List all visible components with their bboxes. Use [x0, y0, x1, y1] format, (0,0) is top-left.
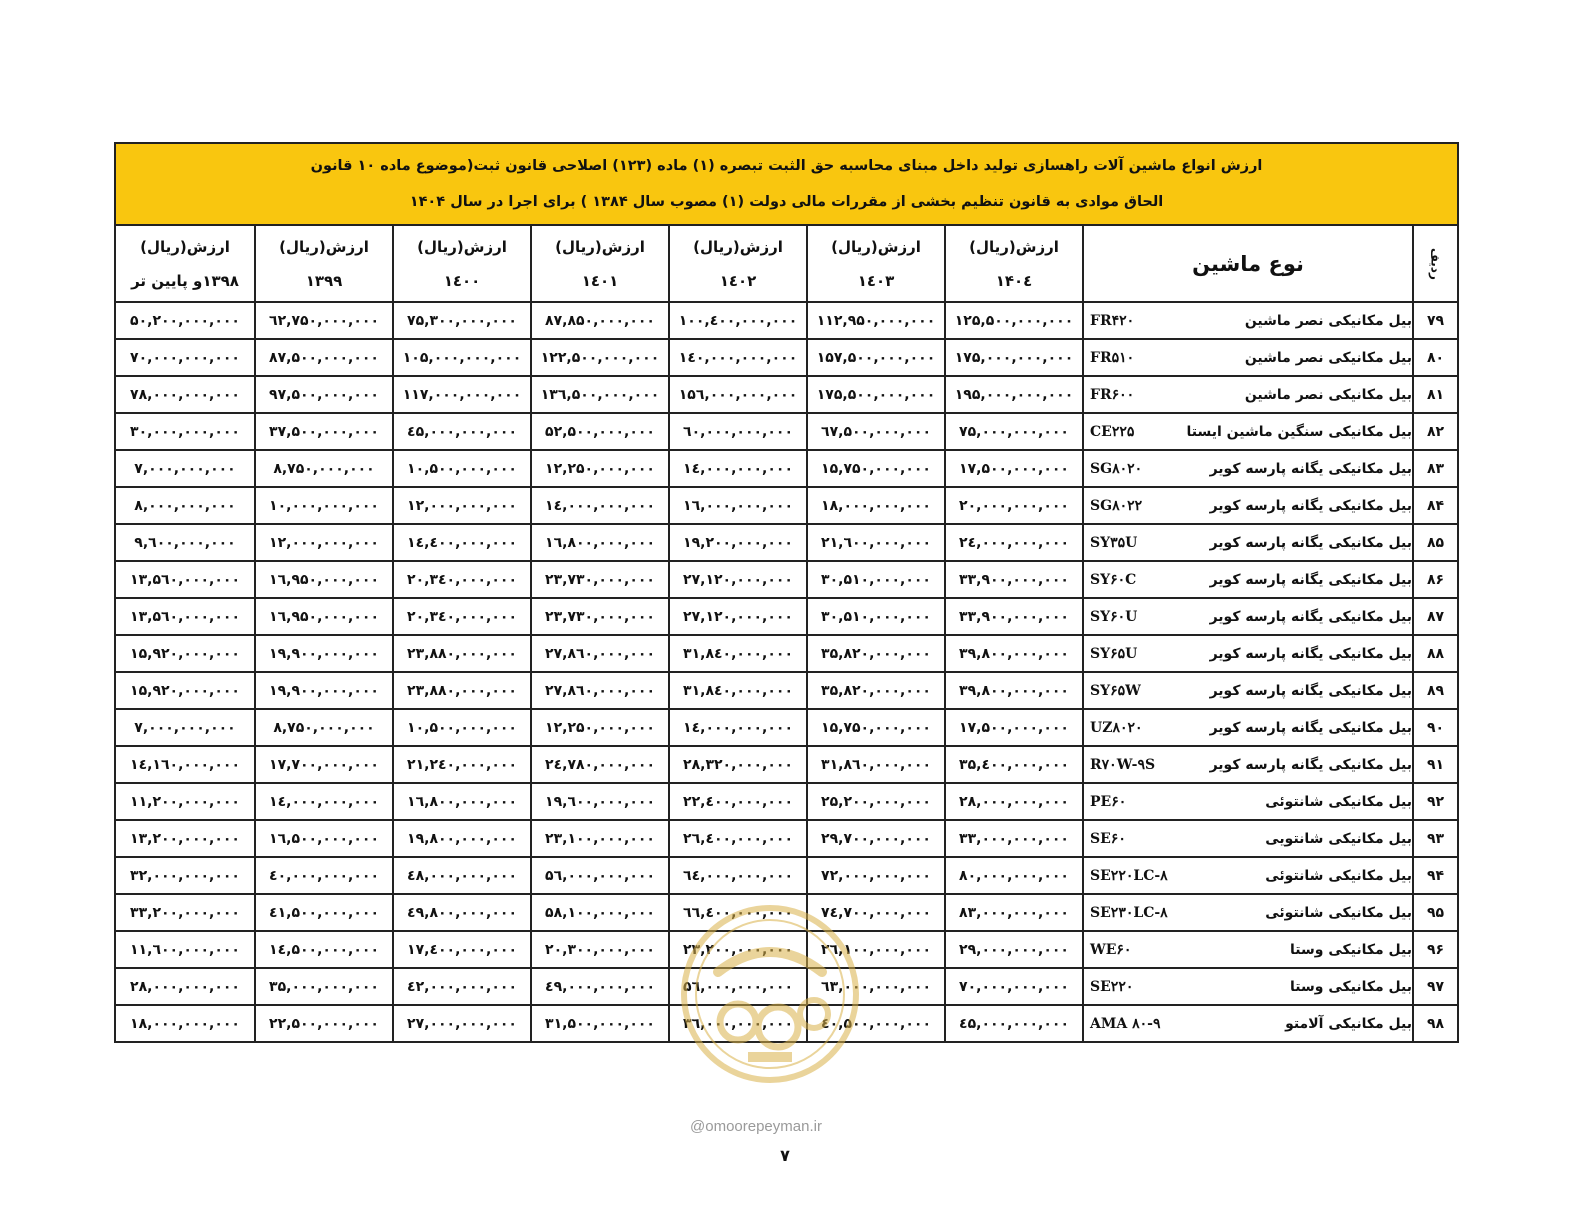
row-index: ۹۵ [1413, 894, 1458, 931]
value-cell: ٤۰,۰۰۰,۰۰۰,۰۰۰ [255, 857, 393, 894]
machine-name: بیل مکانیکی شانتوئی [1265, 793, 1413, 810]
value-cell: ۱٦,۸۰۰,۰۰۰,۰۰۰ [531, 524, 669, 561]
row-index: ۸۰ [1413, 339, 1458, 376]
machine-model: SE۲۲۰ [1090, 978, 1134, 995]
value-cell: ٤۹,۸۰۰,۰۰۰,۰۰۰ [393, 894, 531, 931]
table-row [115, 783, 1458, 820]
table-row [115, 339, 1458, 376]
machine-model: SE۲۳۰LC-۸ [1090, 904, 1168, 921]
value-cell: ۱٤,۰۰۰,۰۰۰,۰۰۰ [669, 450, 807, 487]
header-value-1399 [255, 225, 393, 302]
value-cell: ۳۹,۸۰۰,۰۰۰,۰۰۰ [945, 635, 1083, 672]
value-cell: ۷,۰۰۰,۰۰۰,۰۰۰ [115, 709, 255, 746]
machine-name: بیل مکانیکی وستا [1290, 978, 1413, 995]
machine-model: SY۶۵W [1090, 682, 1141, 699]
machine-name: بیل مکانیکی یگانه پارسه کویر [1209, 682, 1413, 699]
machine-model: SY۶۰U [1090, 608, 1138, 625]
table-row [115, 561, 1458, 598]
value-cell: ۱۳,۵٦۰,۰۰۰,۰۰۰ [115, 598, 255, 635]
value-cell: ۱۷,۵۰۰,۰۰۰,۰۰۰ [945, 450, 1083, 487]
value-cell: ۲۳,۷۳۰,۰۰۰,۰۰۰ [531, 561, 669, 598]
value-cell: ۱۷۵,۵۰۰,۰۰۰,۰۰۰ [807, 376, 945, 413]
table-row [115, 894, 1458, 931]
value-cell: ۱٤,٤۰۰,۰۰۰,۰۰۰ [393, 524, 531, 561]
value-cell: ٦۳,۰۰۰,۰۰۰,۰۰۰ [807, 968, 945, 1005]
machine-type-cell [1083, 931, 1413, 968]
value-cell: ۱۹,۲۰۰,۰۰۰,۰۰۰ [669, 524, 807, 561]
machine-type-cell [1083, 894, 1413, 931]
value-cell: ۲٦,٤۰۰,۰۰۰,۰۰۰ [669, 820, 807, 857]
machine-model: FR۶۰۰ [1090, 386, 1135, 403]
machine-name: بیل مکانیکی یگانه پارسه کویر [1209, 460, 1413, 477]
value-cell: ۲۰,۳٤۰,۰۰۰,۰۰۰ [393, 598, 531, 635]
row-index: ۸۶ [1413, 561, 1458, 598]
machine-name: بیل مکانیکی یگانه پارسه کویر [1209, 534, 1413, 551]
value-cell: ۳۵,۸۲۰,۰۰۰,۰۰۰ [807, 635, 945, 672]
machine-type-cell [1083, 376, 1413, 413]
title-line-1: ارزش انواع ماشین آلات راهسازی تولید داخل مبنای محاسبه حق الثبت تبصره (۱) ماده (۱۲۳) اصلاحی قانون ثبت(موضوع ماده ۱۰ قانون [310, 158, 1263, 174]
value-cell: ۱٤,۰۰۰,۰۰۰,۰۰۰ [669, 709, 807, 746]
table-row [115, 968, 1458, 1005]
machine-name: بیل مکانیکی یگانه پارسه کویر [1209, 756, 1413, 773]
value-cell: ٦٤,۰۰۰,۰۰۰,۰۰۰ [669, 857, 807, 894]
value-cell: ۱۵,۹۲۰,۰۰۰,۰۰۰ [115, 672, 255, 709]
value-cell: ۱۵,۹۲۰,۰۰۰,۰۰۰ [115, 635, 255, 672]
header-value-1398-and-earlier [115, 225, 255, 302]
header-value-label: ارزش(ریال) [279, 237, 369, 256]
machine-type-cell [1083, 857, 1413, 894]
table-row [115, 487, 1458, 524]
header-value-label: ارزش(ریال) [831, 237, 921, 256]
value-cell: ٤۸,۰۰۰,۰۰۰,۰۰۰ [393, 857, 531, 894]
value-cell: ۷۲,۰۰۰,۰۰۰,۰۰۰ [807, 857, 945, 894]
machine-name: بیل مکانیکی وستا [1290, 941, 1413, 958]
value-cell: ۱۲,۰۰۰,۰۰۰,۰۰۰ [255, 524, 393, 561]
value-cell: ۱۹,۹۰۰,۰۰۰,۰۰۰ [255, 635, 393, 672]
value-cell: ۱۱,۲۰۰,۰۰۰,۰۰۰ [115, 783, 255, 820]
value-cell: ۲۷,۰۰۰,۰۰۰,۰۰۰ [393, 1005, 531, 1042]
value-cell: ۷۵,۰۰۰,۰۰۰,۰۰۰ [945, 413, 1083, 450]
machine-type-cell [1083, 783, 1413, 820]
value-cell: ۱۱۷,۰۰۰,۰۰۰,۰۰۰ [393, 376, 531, 413]
machine-type-cell [1083, 968, 1413, 1005]
row-index: ۹۸ [1413, 1005, 1458, 1042]
value-cell: ۱۰۵,۰۰۰,۰۰۰,۰۰۰ [393, 339, 531, 376]
table-body [115, 302, 1458, 1042]
header-year: ۱۳۹۹ [305, 271, 343, 290]
machine-type-cell [1083, 709, 1413, 746]
value-cell: ۱۰,۵۰۰,۰۰۰,۰۰۰ [393, 709, 531, 746]
value-cell: ۳۰,۵۱۰,۰۰۰,۰۰۰ [807, 561, 945, 598]
value-cell: ۲۱,۲٤۰,۰۰۰,۰۰۰ [393, 746, 531, 783]
machine-name: بیل مکانیکی نصر ماشین [1244, 386, 1413, 403]
machine-model: SE۶۰ [1090, 830, 1126, 847]
value-cell: ۳۹,۸۰۰,۰۰۰,۰۰۰ [945, 672, 1083, 709]
machine-type-cell [1083, 524, 1413, 561]
machine-type-cell [1083, 487, 1413, 524]
value-cell: ۷۸,۰۰۰,۰۰۰,۰۰۰ [115, 376, 255, 413]
value-cell: ۷۵,۳۰۰,۰۰۰,۰۰۰ [393, 302, 531, 339]
machine-name: بیل مکانیکی آلامتو [1285, 1015, 1413, 1032]
header-value-1404 [945, 225, 1083, 302]
value-cell: ۲۳,۸۸۰,۰۰۰,۰۰۰ [393, 672, 531, 709]
value-cell: ۱۲,۲۵۰,۰۰۰,۰۰۰ [531, 450, 669, 487]
header-year: ۱٤۰۳ [857, 271, 895, 290]
value-cell: ۵۲,۵۰۰,۰۰۰,۰۰۰ [531, 413, 669, 450]
machine-model: SG۸۰۲۲ [1090, 497, 1143, 514]
title-row [115, 143, 1458, 225]
value-cell: ٦۷,۵۰۰,۰۰۰,۰۰۰ [807, 413, 945, 450]
value-cell: ۳۱,۵۰۰,۰۰۰,۰۰۰ [531, 1005, 669, 1042]
value-cell: ۳۵,۸۲۰,۰۰۰,۰۰۰ [807, 672, 945, 709]
header-machine-type: نوع ماشین [1083, 225, 1413, 302]
machine-name: بیل مکانیکی نصر ماشین [1244, 312, 1413, 329]
row-index: ۹۴ [1413, 857, 1458, 894]
machine-name: بیل مکانیکی شانتویی [1265, 830, 1413, 847]
row-index: ۹۶ [1413, 931, 1458, 968]
row-index: ۹۳ [1413, 820, 1458, 857]
table-row [115, 746, 1458, 783]
value-cell: ۱٤۰,۰۰۰,۰۰۰,۰۰۰ [669, 339, 807, 376]
value-cell: ۱۷,٤۰۰,۰۰۰,۰۰۰ [393, 931, 531, 968]
header-value-1401 [531, 225, 669, 302]
machine-name: بیل مکانیکی یگانه پارسه کویر [1209, 719, 1413, 736]
table-row [115, 598, 1458, 635]
value-cell: ۱۲۵,۵۰۰,۰۰۰,۰۰۰ [945, 302, 1083, 339]
value-cell: ۱۸,۰۰۰,۰۰۰,۰۰۰ [807, 487, 945, 524]
title-line-2: الحاق موادی به قانون تنظیم بخشی از مقررات مالی دولت (۱) مصوب سال ۱۳۸۴ ) برای اجرا در سال ۱۴۰۴ [409, 194, 1164, 210]
row-index: ۹۷ [1413, 968, 1458, 1005]
value-cell: ۳۲,۰۰۰,۰۰۰,۰۰۰ [115, 857, 255, 894]
value-cell: ۳۱,۸٦۰,۰۰۰,۰۰۰ [807, 746, 945, 783]
table-row [115, 376, 1458, 413]
value-cell: ۱٦,۹۵۰,۰۰۰,۰۰۰ [255, 561, 393, 598]
value-cell: ۳۰,۵۱۰,۰۰۰,۰۰۰ [807, 598, 945, 635]
machine-model: WE۶۰ [1090, 941, 1132, 958]
value-cell: ۳۳,۰۰۰,۰۰۰,۰۰۰ [945, 820, 1083, 857]
value-cell: ۲۷,۸٦۰,۰۰۰,۰۰۰ [531, 672, 669, 709]
value-cell: ۲۸,۳۲۰,۰۰۰,۰۰۰ [669, 746, 807, 783]
value-cell: ۱۹,٦۰۰,۰۰۰,۰۰۰ [531, 783, 669, 820]
value-cell: ۳۳,۹۰۰,۰۰۰,۰۰۰ [945, 561, 1083, 598]
value-cell: ۹,٦۰۰,۰۰۰,۰۰۰ [115, 524, 255, 561]
value-cell: ۳۵,۰۰۰,۰۰۰,۰۰۰ [255, 968, 393, 1005]
header-year: ۱٤۰۲ [719, 271, 757, 290]
machine-name: بیل مکانیکی یگانه پارسه کویر [1209, 608, 1413, 625]
table-row [115, 524, 1458, 561]
value-cell: ۲۲,٤۰۰,۰۰۰,۰۰۰ [669, 783, 807, 820]
value-cell: ۱٤,۱٦۰,۰۰۰,۰۰۰ [115, 746, 255, 783]
value-cell: ۲۳,۸۸۰,۰۰۰,۰۰۰ [393, 635, 531, 672]
website-watermark: @omoorepeyman.ir [690, 1118, 822, 1135]
value-cell: ٤۹,۰۰۰,۰۰۰,۰۰۰ [531, 968, 669, 1005]
value-cell: ۲٦,۱۰۰,۰۰۰,۰۰۰ [807, 931, 945, 968]
row-index: ۸۳ [1413, 450, 1458, 487]
value-cell: ۱۰۰,٤۰۰,۰۰۰,۰۰۰ [669, 302, 807, 339]
value-cell: ٦۰,۰۰۰,۰۰۰,۰۰۰ [669, 413, 807, 450]
value-cell: ۸۷,۵۰۰,۰۰۰,۰۰۰ [255, 339, 393, 376]
machine-name: بیل مکانیکی شانتوئی [1265, 867, 1413, 884]
machine-model: FR۴۲۰ [1090, 312, 1135, 329]
table-row [115, 820, 1458, 857]
value-cell: ۱۵۷,۵۰۰,۰۰۰,۰۰۰ [807, 339, 945, 376]
value-cell: ۱۰,۵۰۰,۰۰۰,۰۰۰ [393, 450, 531, 487]
value-cell: ۲۱,٦۰۰,۰۰۰,۰۰۰ [807, 524, 945, 561]
header-value-label: ارزش(ریال) [417, 237, 507, 256]
value-cell: ۱۹,۹۰۰,۰۰۰,۰۰۰ [255, 672, 393, 709]
table-title [115, 143, 1458, 225]
table-row [115, 857, 1458, 894]
row-index: ۸۵ [1413, 524, 1458, 561]
value-cell: ۱۵,۷۵۰,۰۰۰,۰۰۰ [807, 709, 945, 746]
row-index: ۸۲ [1413, 413, 1458, 450]
value-cell: ۱۹۵,۰۰۰,۰۰۰,۰۰۰ [945, 376, 1083, 413]
value-cell: ٤۵,۰۰۰,۰۰۰,۰۰۰ [945, 1005, 1083, 1042]
value-cell: ۸,۷۵۰,۰۰۰,۰۰۰ [255, 450, 393, 487]
table-row [115, 450, 1458, 487]
header-value-1403 [807, 225, 945, 302]
machine-type-cell [1083, 561, 1413, 598]
table-row [115, 1005, 1458, 1042]
row-index: ۹۲ [1413, 783, 1458, 820]
value-cell: ۱٦,۵۰۰,۰۰۰,۰۰۰ [255, 820, 393, 857]
value-cell: ۲۰,۰۰۰,۰۰۰,۰۰۰ [945, 487, 1083, 524]
machine-type-cell [1083, 450, 1413, 487]
value-cell: ۱۲۲,۵۰۰,۰۰۰,۰۰۰ [531, 339, 669, 376]
table-row [115, 302, 1458, 339]
value-cell: ۷,۰۰۰,۰۰۰,۰۰۰ [115, 450, 255, 487]
value-cell: ۵٦,۰۰۰,۰۰۰,۰۰۰ [669, 968, 807, 1005]
value-cell: ۲٤,۷۸۰,۰۰۰,۰۰۰ [531, 746, 669, 783]
value-cell: ٤۱,۵۰۰,۰۰۰,۰۰۰ [255, 894, 393, 931]
header-year: ۱٤۰۰ [443, 271, 481, 290]
value-cell: ۳۷,۵۰۰,۰۰۰,۰۰۰ [255, 413, 393, 450]
header-index: ردیف [1413, 225, 1458, 302]
value-cell: ۲۹,۰۰۰,۰۰۰,۰۰۰ [945, 931, 1083, 968]
header-value-label: ارزش(ریال) [693, 237, 783, 256]
machine-type-cell [1083, 302, 1413, 339]
value-cell: ۵۰,۲۰۰,۰۰۰,۰۰۰ [115, 302, 255, 339]
machine-model: CE۲۲۵ [1090, 423, 1135, 440]
value-cell: ۳۱,۸٤۰,۰۰۰,۰۰۰ [669, 672, 807, 709]
value-cell: ۲۹,۷۰۰,۰۰۰,۰۰۰ [807, 820, 945, 857]
value-cell: ۲۳,۲۰۰,۰۰۰,۰۰۰ [669, 931, 807, 968]
value-cell: ٦٦,٤۰۰,۰۰۰,۰۰۰ [669, 894, 807, 931]
value-cell: ۱۰,۰۰۰,۰۰۰,۰۰۰ [255, 487, 393, 524]
value-cell: ۱۳٦,۵۰۰,۰۰۰,۰۰۰ [531, 376, 669, 413]
header-year: ۱٤۰۱ [581, 271, 619, 290]
value-cell: ۱۵,۷۵۰,۰۰۰,۰۰۰ [807, 450, 945, 487]
value-cell: ۸,۰۰۰,۰۰۰,۰۰۰ [115, 487, 255, 524]
machine-type-cell [1083, 672, 1413, 709]
value-cell: ۱٦,۹۵۰,۰۰۰,۰۰۰ [255, 598, 393, 635]
value-cell: ۱۷,۷۰۰,۰۰۰,۰۰۰ [255, 746, 393, 783]
value-cell: ۵٦,۰۰۰,۰۰۰,۰۰۰ [531, 857, 669, 894]
table-row [115, 931, 1458, 968]
value-cell: ۲٤,۰۰۰,۰۰۰,۰۰۰ [945, 524, 1083, 561]
value-cell: ۱۳,۲۰۰,۰۰۰,۰۰۰ [115, 820, 255, 857]
machinery-value-table [114, 142, 1459, 1043]
machine-model: R۷۰W-۹S [1090, 756, 1156, 773]
row-index: ۸۸ [1413, 635, 1458, 672]
machine-type-cell [1083, 1005, 1413, 1042]
value-cell: ۱۳,۵٦۰,۰۰۰,۰۰۰ [115, 561, 255, 598]
value-cell: ۱۵٦,۰۰۰,۰۰۰,۰۰۰ [669, 376, 807, 413]
header-year: ۱۳۹۸و پایین تر [131, 271, 239, 290]
value-cell: ۸۷,۸۵۰,۰۰۰,۰۰۰ [531, 302, 669, 339]
value-cell: ۲۷,۱۲۰,۰۰۰,۰۰۰ [669, 561, 807, 598]
machine-name: بیل مکانیکی یگانه پارسه کویر [1209, 645, 1413, 662]
value-cell: ۱۲,۰۰۰,۰۰۰,۰۰۰ [393, 487, 531, 524]
machine-model: AMA ۸۰-۹ [1090, 1015, 1161, 1032]
value-cell: ۱٦,۸۰۰,۰۰۰,۰۰۰ [393, 783, 531, 820]
header-value-1402 [669, 225, 807, 302]
row-index: ۸۷ [1413, 598, 1458, 635]
value-cell: ۸۳,۰۰۰,۰۰۰,۰۰۰ [945, 894, 1083, 931]
machine-model: PE۶۰ [1090, 793, 1127, 810]
value-cell: ۳۱,۸٤۰,۰۰۰,۰۰۰ [669, 635, 807, 672]
value-cell: ٤۰,۵۰۰,۰۰۰,۰۰۰ [807, 1005, 945, 1042]
row-index: ۷۹ [1413, 302, 1458, 339]
value-cell: ۷۰,۰۰۰,۰۰۰,۰۰۰ [945, 968, 1083, 1005]
value-cell: ۲۰,۳۰۰,۰۰۰,۰۰۰ [531, 931, 669, 968]
machine-model: SY۶۵U [1090, 645, 1138, 662]
value-cell: ٦۲,۷۵۰,۰۰۰,۰۰۰ [255, 302, 393, 339]
value-cell: ۱۸,۰۰۰,۰۰۰,۰۰۰ [115, 1005, 255, 1042]
machine-type-cell [1083, 746, 1413, 783]
machine-type-cell [1083, 635, 1413, 672]
value-cell: ۱٤,۰۰۰,۰۰۰,۰۰۰ [531, 487, 669, 524]
machine-name: بیل مکانیکی شانتوئی [1265, 904, 1413, 921]
header-year: ۱۴۰٤ [995, 271, 1033, 290]
header-value-label: ارزش(ریال) [555, 237, 645, 256]
value-cell: ۳۰,۰۰۰,۰۰۰,۰۰۰ [115, 413, 255, 450]
machine-type-cell [1083, 598, 1413, 635]
machine-model: UZ۸۰۲۰ [1090, 719, 1143, 736]
value-cell: ۲۳,۷۳۰,۰۰۰,۰۰۰ [531, 598, 669, 635]
row-index: ۸۴ [1413, 487, 1458, 524]
value-cell: ۱۱۲,۹۵۰,۰۰۰,۰۰۰ [807, 302, 945, 339]
value-cell: ۲۲,۵۰۰,۰۰۰,۰۰۰ [255, 1005, 393, 1042]
table-row [115, 709, 1458, 746]
value-cell: ۸۰,۰۰۰,۰۰۰,۰۰۰ [945, 857, 1083, 894]
machine-name: بیل مکانیکی یگانه پارسه کویر [1209, 571, 1413, 588]
value-cell: ۹۷,۵۰۰,۰۰۰,۰۰۰ [255, 376, 393, 413]
table-row [115, 635, 1458, 672]
value-cell: ۳۵,٤۰۰,۰۰۰,۰۰۰ [945, 746, 1083, 783]
value-cell: ۷۰,۰۰۰,۰۰۰,۰۰۰ [115, 339, 255, 376]
table-row [115, 413, 1458, 450]
value-cell: ٤۵,۰۰۰,۰۰۰,۰۰۰ [393, 413, 531, 450]
machine-type-cell [1083, 413, 1413, 450]
value-cell: ۱۷۵,۰۰۰,۰۰۰,۰۰۰ [945, 339, 1083, 376]
value-cell: ۳٦,۰۰۰,۰۰۰,۰۰۰ [669, 1005, 807, 1042]
machine-model: SY۶۰C [1090, 571, 1137, 588]
value-cell: ۲۸,۰۰۰,۰۰۰,۰۰۰ [945, 783, 1083, 820]
value-cell: ۱۱,٦۰۰,۰۰۰,۰۰۰ [115, 931, 255, 968]
value-cell: ۲۷,۱۲۰,۰۰۰,۰۰۰ [669, 598, 807, 635]
value-cell: ۸,۷۵۰,۰۰۰,۰۰۰ [255, 709, 393, 746]
header-value-label: ارزش(ریال) [140, 237, 230, 256]
value-cell: ۷٤,۷۰۰,۰۰۰,۰۰۰ [807, 894, 945, 931]
value-cell: ۱۹,۸۰۰,۰۰۰,۰۰۰ [393, 820, 531, 857]
machine-model: SE۲۲۰LC-۸ [1090, 867, 1168, 884]
machine-type-cell [1083, 339, 1413, 376]
machine-model: SG۸۰۲۰ [1090, 460, 1143, 477]
value-cell: ۳۳,۹۰۰,۰۰۰,۰۰۰ [945, 598, 1083, 635]
row-index: ۸۱ [1413, 376, 1458, 413]
value-cell: ۲۷,۸٦۰,۰۰۰,۰۰۰ [531, 635, 669, 672]
row-index: ۸۹ [1413, 672, 1458, 709]
value-cell: ۲۳,۱۰۰,۰۰۰,۰۰۰ [531, 820, 669, 857]
row-index: ۹۱ [1413, 746, 1458, 783]
machine-name: بیل مکانیکی نصر ماشین [1244, 349, 1413, 366]
table-row [115, 672, 1458, 709]
header-value-1400 [393, 225, 531, 302]
value-cell: ۱۲,۲۵۰,۰۰۰,۰۰۰ [531, 709, 669, 746]
value-cell: ۱٤,۰۰۰,۰۰۰,۰۰۰ [255, 783, 393, 820]
value-cell: ٤۲,۰۰۰,۰۰۰,۰۰۰ [393, 968, 531, 1005]
value-cell: ۱٤,۵۰۰,۰۰۰,۰۰۰ [255, 931, 393, 968]
value-cell: ۲۵,۲۰۰,۰۰۰,۰۰۰ [807, 783, 945, 820]
machine-model: SY۳۵U [1090, 534, 1138, 551]
value-cell: ۲۸,۰۰۰,۰۰۰,۰۰۰ [115, 968, 255, 1005]
page-number: ۷ [780, 1146, 790, 1165]
header-value-label: ارزش(ریال) [969, 237, 1059, 256]
value-cell: ۵۸,۱۰۰,۰۰۰,۰۰۰ [531, 894, 669, 931]
value-cell: ۱۷,۵۰۰,۰۰۰,۰۰۰ [945, 709, 1083, 746]
row-index: ۹۰ [1413, 709, 1458, 746]
value-cell: ۳۳,۲۰۰,۰۰۰,۰۰۰ [115, 894, 255, 931]
value-cell: ۱٦,۰۰۰,۰۰۰,۰۰۰ [669, 487, 807, 524]
header-row [115, 225, 1458, 302]
value-cell: ۲۰,۳٤۰,۰۰۰,۰۰۰ [393, 561, 531, 598]
machine-type-cell [1083, 820, 1413, 857]
machine-name: بیل مکانیکی یگانه پارسه کویر [1209, 497, 1413, 514]
machine-model: FR۵۱۰ [1090, 349, 1135, 366]
machine-name: بیل مکانیکی سنگین ماشین ایستا [1186, 423, 1413, 440]
